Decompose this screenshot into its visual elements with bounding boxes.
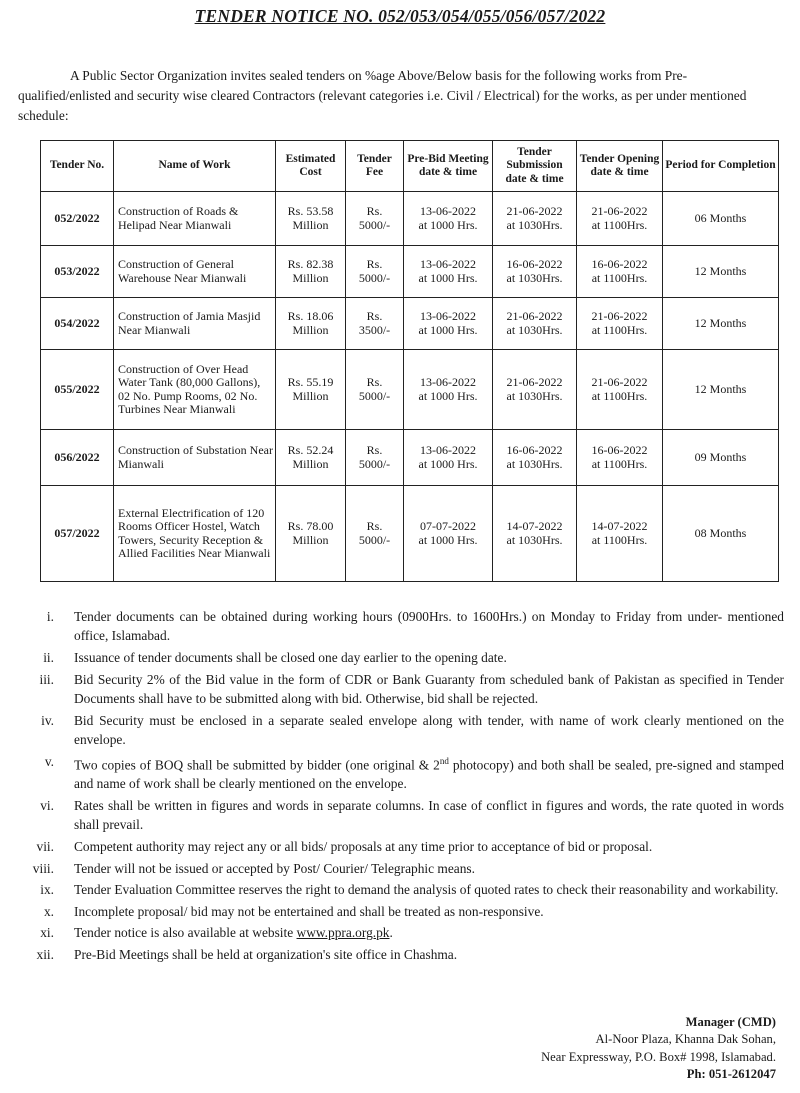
tender-number-cell-text: 054/2022 [54,315,100,330]
submission-cell-text: at 1030Hrs. [506,270,563,285]
estimated-cost-cell [276,298,346,350]
estimated-cost-cell [276,430,346,486]
tender-fee-cell-text: 5000/- [358,388,391,403]
prebid-cell-text: 13-06-2022 [420,204,476,218]
period-cell [663,246,779,298]
list-item-text: Incomplete proposal/ bid may not be entertained and shall be treated as non-responsive. [74,903,544,919]
list-item-text: Tender notice is also available at website www.ppra.org.pk. [74,925,393,941]
estimated-cost-cell-text: Million [292,217,329,232]
list-item [18,648,784,667]
list-item [18,752,784,794]
tender-number-cell [41,350,114,430]
opening-cell-text: 21-06-2022 [591,309,648,323]
tender-number-cell [41,430,114,486]
opening-cell-text: at 1100Hrs. [591,270,648,285]
list-item-number: i. [46,609,54,624]
header-estimated-cost: Estimated Cost [276,141,346,192]
prebid-cell [404,298,493,350]
estimated-cost-cell-text: Rs. 18.06 [287,309,334,323]
work-name-cell-text: Construction of Roads & Helipad Near Mianwali [118,204,239,232]
opening-cell [577,192,663,246]
period-cell [663,192,779,246]
list-item-number: ix. [40,882,54,898]
list-item-text: Competent authority may reject any or all bids/ proposals at any time prior to acceptance of bid or proposal. [74,839,653,855]
list-item [18,902,784,921]
address-line-2: Near Expressway, P.O. Box# 1998, Islamabad. [541,1049,776,1064]
period-cell-text: 06 Months [694,210,747,225]
prebid-cell-text: at 1000 Hrs. [418,456,478,471]
tender-number-cell-text: 052/2022 [54,210,100,225]
tender-fee-cell-text: 5000/- [358,217,391,232]
list-item-text: Bid Security 2% of the Bid value in the form of CDR or Bank Guaranty from scheduled bank of Pakistan as specified in Tender Documents shall have to be submitted along with bid. Otherwise, bid shall be rejected. [74,671,784,706]
signatory-title: Manager (CMD) [685,1015,776,1029]
list-item-text: Pre-Bid Meetings shall be held at organization's site office in Chashma. [74,947,458,963]
estimated-cost-cell [276,246,346,298]
submission-cell [493,486,577,582]
submission-cell-text: at 1030Hrs. [506,388,563,403]
opening-cell-text: 21-06-2022 [591,204,648,218]
prebid-cell-text: at 1000 Hrs. [418,270,478,285]
estimated-cost-cell-text: Rs. 52.24 [287,443,334,457]
list-item-number: viii. [32,860,54,876]
submission-cell [493,298,577,350]
prebid-cell [404,192,493,246]
tender-number-cell-text: 053/2022 [54,263,100,278]
tender-fee-cell-text: Rs. [366,309,383,323]
list-item-number: xi. [40,925,54,941]
prebid-cell-text: 07-07-2022 [420,519,476,533]
phone-number: Ph: 051-2612047 [686,1067,776,1082]
tender-fee-cell-text: 3500/- [358,322,391,337]
opening-cell-text: at 1100Hrs. [591,532,648,547]
list-item [18,796,784,835]
tender-fee-cell-text: Rs. [366,375,383,389]
header-prebid-meeting: Pre-Bid Meeting date & time [404,141,493,192]
list-item-number: ii. [43,650,54,665]
submission-cell-text: at 1030Hrs. [506,456,563,471]
table-row [41,192,779,246]
tender-number-cell [41,246,114,298]
list-item [18,923,784,942]
prebid-cell-text: at 1000 Hrs. [418,217,478,232]
prebid-cell-text: 13-06-2022 [420,375,476,389]
table-row [41,246,779,298]
period-cell-text: 12 Months [694,263,747,278]
opening-cell-text: 16-06-2022 [591,257,648,271]
list-item-number: vi. [40,798,54,814]
submission-cell-text: 21-06-2022 [506,204,563,218]
estimated-cost-cell-text: Rs. 55.19 [287,375,334,389]
estimated-cost-cell-text: Million [292,270,329,285]
tender-fee-cell-text: Rs. [366,204,383,218]
table-row [41,298,779,350]
opening-cell [577,430,663,486]
list-item-text: Two copies of BOQ shall be submitted by bidder (one original & 2nd photocopy) and both shall be sealed, pre-signed and stamped and name of work shall be clearly mentioned on the envelope. [74,755,784,792]
estimated-cost-cell-text: Rs. 78.00 [287,519,334,533]
work-name-cell [114,430,276,486]
prebid-cell [404,430,493,486]
tender-fee-cell-text: Rs. [366,443,383,457]
work-name-cell [114,298,276,350]
website-link[interactable]: www.ppra.org.pk [296,925,390,941]
submission-cell-text: 21-06-2022 [506,375,563,389]
opening-cell [577,350,663,430]
list-item-number: x. [43,903,54,919]
submission-cell-text: at 1030Hrs. [506,532,563,547]
tender-number-cell [41,298,114,350]
tender-fee-cell [346,298,404,350]
tender-fee-cell-text: 5000/- [358,270,391,285]
tender-fee-cell-text: Rs. [366,257,383,271]
opening-cell-text: 21-06-2022 [591,375,648,389]
header-name-of-work: Name of Work [114,141,276,192]
submission-cell [493,192,577,246]
submission-cell-text: 16-06-2022 [506,257,563,271]
work-name-cell-text: Construction of Over Head Water Tank (80,000 Gallons), 02 No. Pump Rooms, 02 No. Turbines Near Mianwali [118,361,261,416]
estimated-cost-cell-text: Million [292,456,329,471]
period-cell-text: 09 Months [694,449,747,464]
period-cell [663,298,779,350]
prebid-cell-text: 13-06-2022 [420,257,476,271]
list-item-number: vii. [36,839,54,855]
intro-paragraph: A Public Sector Organization invites sealed tenders on %age Above/Below basis for the following works from Pre-qualified/enlisted and security wise cleared Contractors (relevant categories i.e. Civil / Electrical) for the works, as per under mentioned schedule: [18,68,747,123]
address-line-1: Al-Noor Plaza, Khanna Dak Sohan, [595,1032,776,1047]
tender-fee-cell [346,192,404,246]
list-item-text: Tender documents can be obtained during working hours (0900Hrs. to 1600Hrs.) on Monday to Friday from under- mentioned office, Islamabad. [74,609,784,644]
prebid-cell [404,486,493,582]
header-tender-opening: Tender Opening date & time [577,141,663,192]
submission-cell [493,246,577,298]
submission-cell-text: 16-06-2022 [506,443,563,457]
opening-cell [577,246,663,298]
list-item-text: Bid Security must be enclosed in a separate sealed envelope along with tender, with name of work clearly mentioned on the envelope. [74,712,784,747]
estimated-cost-cell-text: Million [292,388,329,403]
header-tender-fee: Tender Fee [346,141,404,192]
table-row [41,486,779,582]
submission-cell-text: at 1030Hrs. [506,217,563,232]
period-cell-text: 12 Months [694,381,747,396]
work-name-cell-text: External Electrification of 120 Rooms Officer Hostel, Watch Towers, Security Reception & Allied Facilities Near Mianwali [118,505,271,560]
opening-cell-text: 16-06-2022 [591,443,648,457]
estimated-cost-cell [276,192,346,246]
tender-fee-cell [346,350,404,430]
list-item [18,859,784,878]
opening-cell [577,486,663,582]
list-item-number: v. [44,753,54,769]
work-name-cell [114,486,276,582]
list-item [18,837,784,856]
period-cell-text: 08 Months [694,525,747,540]
list-item-number: iii. [39,671,54,687]
opening-cell-text: at 1100Hrs. [591,322,648,337]
tender-number-cell [41,192,114,246]
list-item-number: xii. [36,947,54,963]
prebid-cell [404,246,493,298]
header-tender-submission: Tender Submission date & time [493,141,577,192]
conditions-list [18,607,784,967]
list-item-number: iv. [41,712,54,728]
tender-number-cell-text: 057/2022 [54,525,100,540]
estimated-cost-cell [276,486,346,582]
tender-fee-cell-text: 5000/- [358,456,391,471]
period-cell-text: 12 Months [694,315,747,330]
tender-fee-cell [346,486,404,582]
work-name-cell-text: Construction of Substation Near Mianwali [118,443,273,471]
work-name-cell-text: Construction of Jamia Masjid Near Mianwali [118,309,261,337]
list-item [18,607,784,646]
list-item-text: Tender Evaluation Committee reserves the right to demand the analysis of quoted rates to check their reasonability and workability. [74,882,779,898]
prebid-cell-text: at 1000 Hrs. [418,322,478,337]
work-name-cell [114,350,276,430]
estimated-cost-cell [276,350,346,430]
list-item [18,945,784,964]
list-item-text: Issuance of tender documents shall be closed one day earlier to the opening date. [74,650,507,665]
prebid-cell-text: at 1000 Hrs. [418,532,478,547]
notice-title: TENDER NOTICE NO. 052/053/054/055/056/057/2022 [194,6,606,26]
work-name-cell [114,246,276,298]
tender-fee-cell-text: Rs. [366,519,383,533]
tender-fee-cell-text: 5000/- [358,532,391,547]
submission-cell-text: 14-07-2022 [506,519,563,533]
opening-cell [577,298,663,350]
header-period-completion: Period for Completion [663,141,779,192]
list-item [18,711,784,750]
estimated-cost-cell-text: Rs. 53.58 [287,204,334,218]
estimated-cost-cell-text: Million [292,532,329,547]
period-cell [663,350,779,430]
estimated-cost-cell-text: Million [292,322,329,337]
tender-fee-cell [346,246,404,298]
prebid-cell [404,350,493,430]
tender-number-cell-text: 055/2022 [54,381,100,396]
tender-number-cell [41,486,114,582]
tender-fee-cell [346,430,404,486]
tender-number-cell-text: 056/2022 [54,449,100,464]
tender-table [40,140,779,582]
header-tender-no: Tender No. [41,141,114,192]
list-item-text: Tender will not be issued or accepted by Post/ Courier/ Telegraphic means. [74,860,475,876]
opening-cell-text: 14-07-2022 [591,519,648,533]
prebid-cell-text: 13-06-2022 [420,443,476,457]
table-header-row [41,141,779,192]
prebid-cell-text: at 1000 Hrs. [418,388,478,403]
estimated-cost-cell-text: Rs. 82.38 [287,257,334,271]
table-row [41,350,779,430]
work-name-cell [114,192,276,246]
submission-cell-text: at 1030Hrs. [506,322,563,337]
signature-block [541,1014,776,1084]
work-name-cell-text: Construction of General Warehouse Near Mianwali [118,257,247,285]
list-item [18,880,784,899]
submission-cell [493,430,577,486]
submission-cell-text: 21-06-2022 [506,309,563,323]
opening-cell-text: at 1100Hrs. [591,388,648,403]
list-item-text: Rates shall be written in figures and words in separate columns. In case of conflict in figures and words, the rate quoted in words shall prevail. [74,798,784,833]
opening-cell-text: at 1100Hrs. [591,217,648,232]
period-cell [663,486,779,582]
table-row [41,430,779,486]
list-item [18,670,784,709]
prebid-cell-text: 13-06-2022 [420,309,476,323]
submission-cell [493,350,577,430]
period-cell [663,430,779,486]
opening-cell-text: at 1100Hrs. [591,456,648,471]
